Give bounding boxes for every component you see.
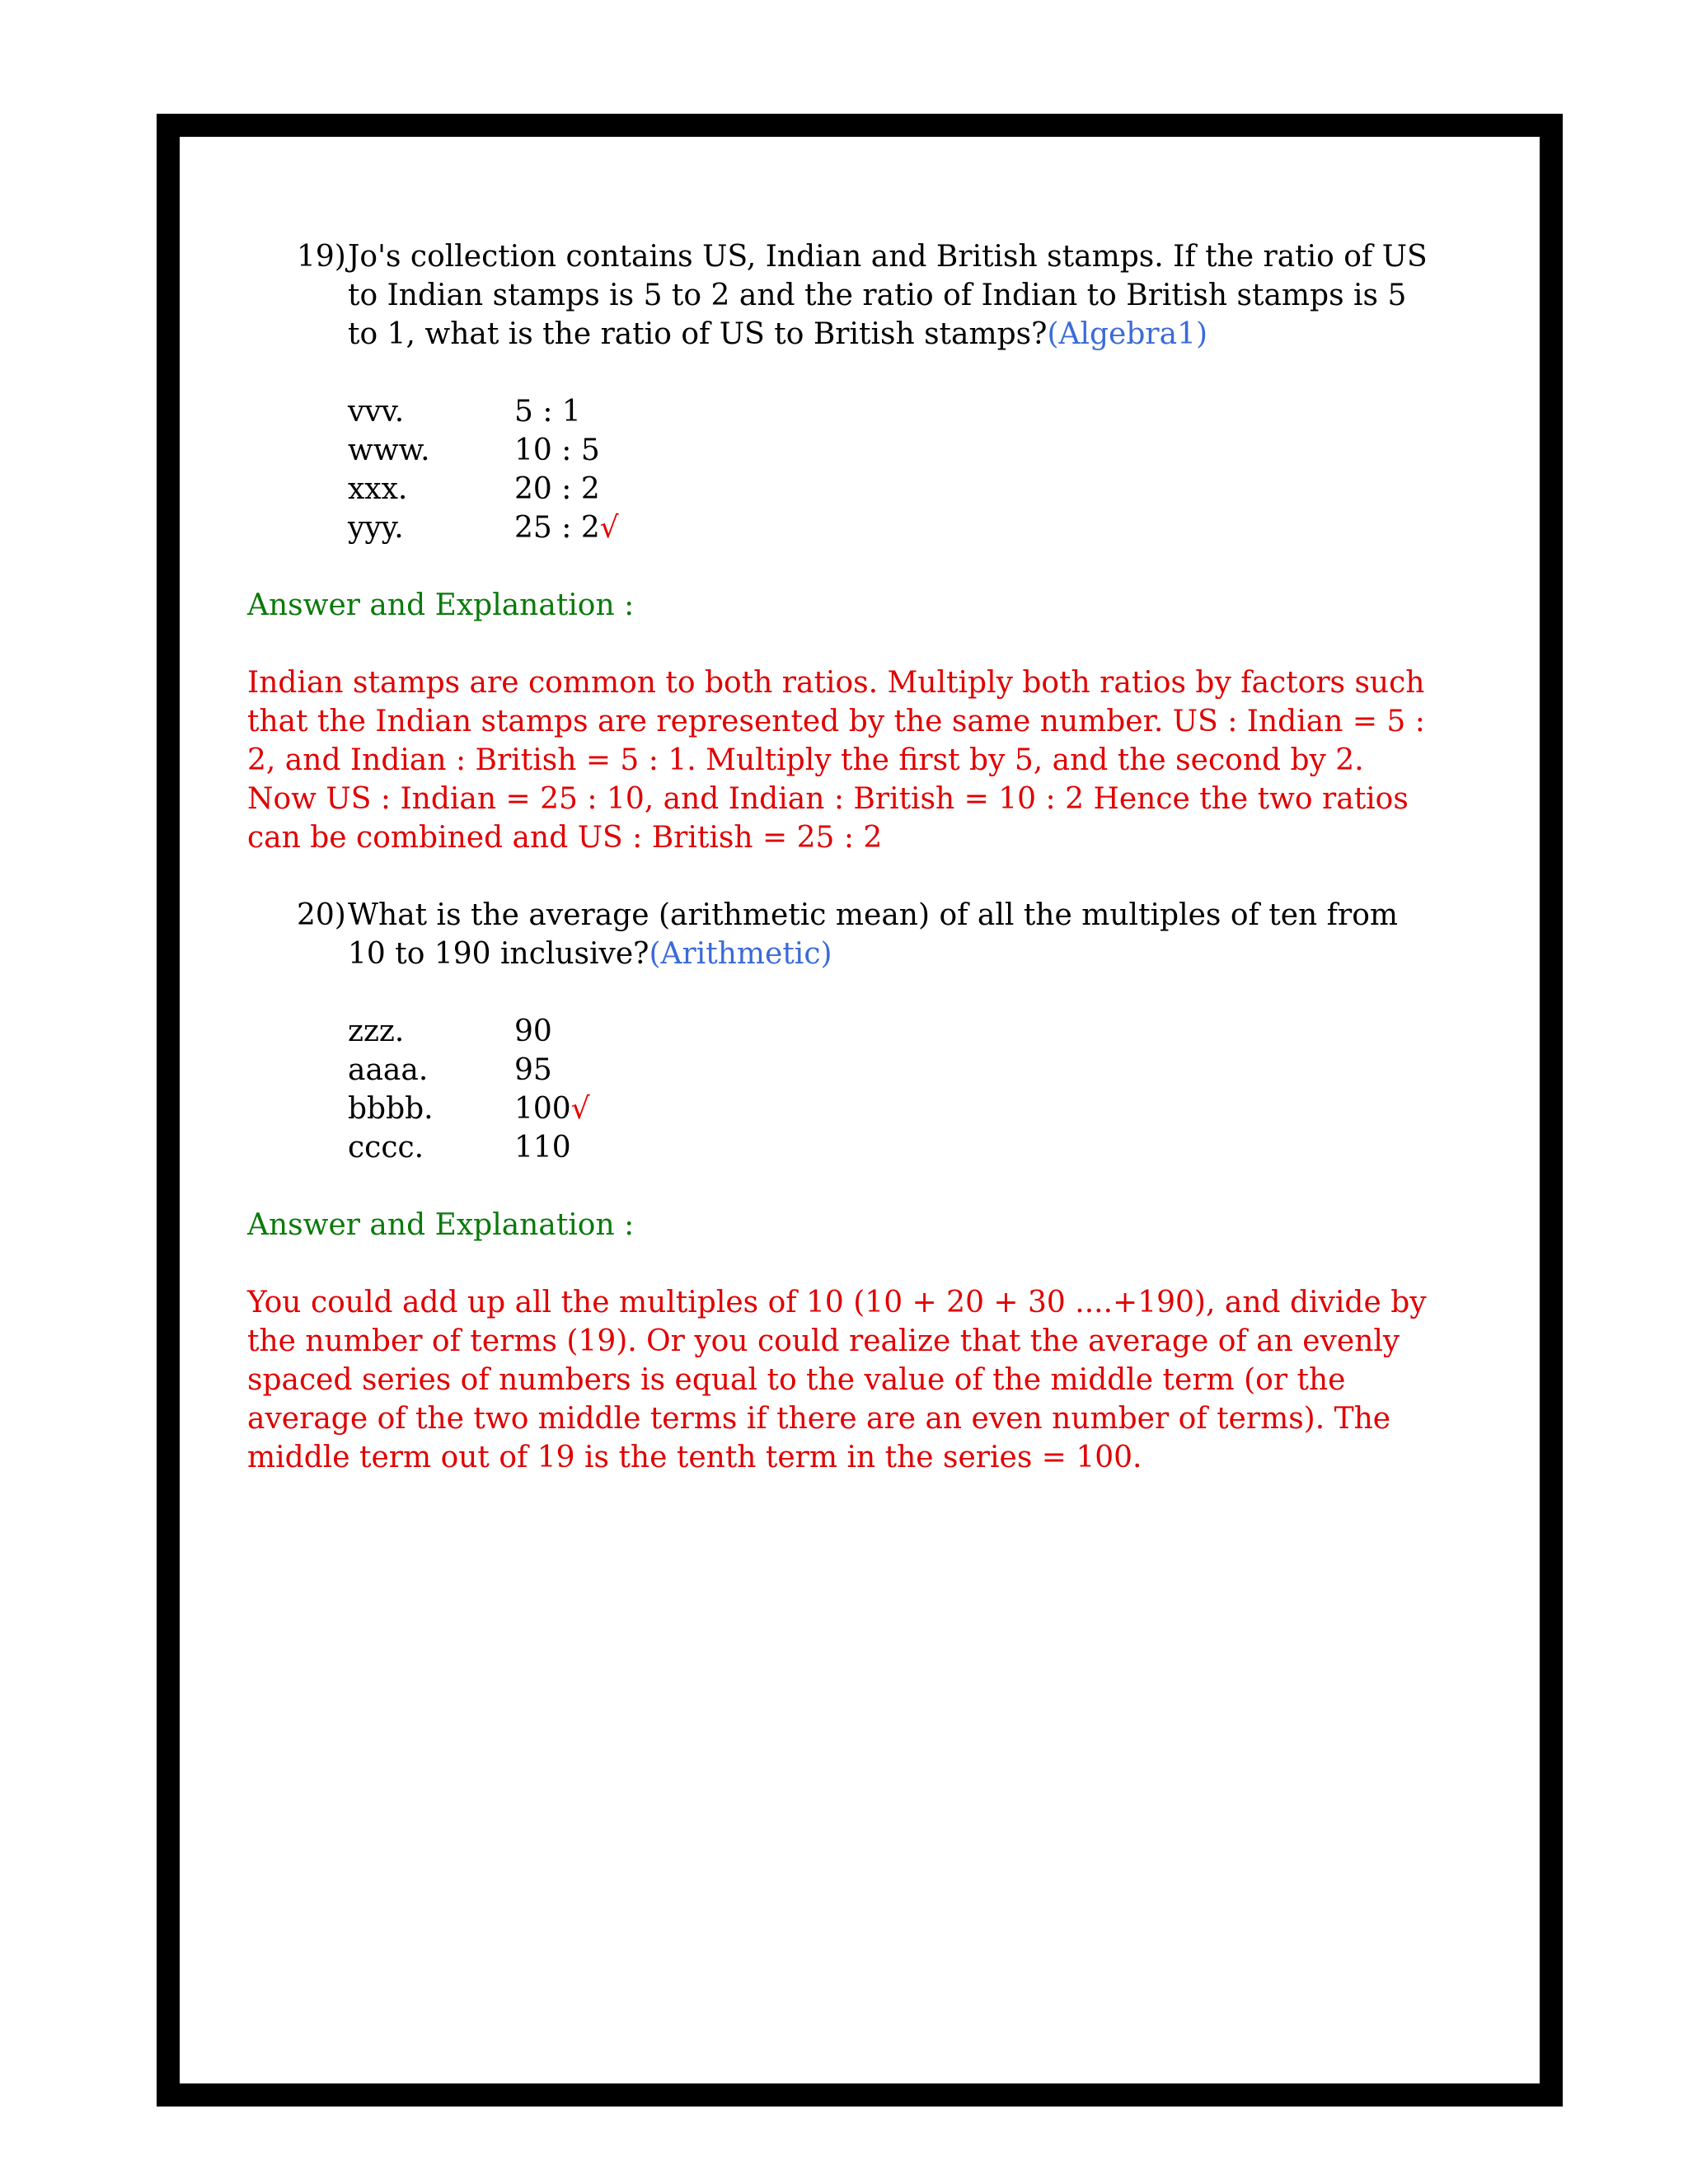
- option-row: [348, 1090, 1442, 1128]
- option-row: [348, 470, 1442, 509]
- checkmark-icon: √: [599, 511, 619, 545]
- option-letter: xxx.: [348, 472, 408, 506]
- option-row: [348, 431, 1442, 470]
- question-number: 20): [297, 898, 346, 932]
- option-value: 25 : 2: [514, 511, 600, 545]
- option-letter: zzz.: [348, 1015, 405, 1048]
- option-value: 110: [514, 1131, 571, 1165]
- question-topic: (Algebra1): [1047, 317, 1208, 351]
- option-value: 90: [514, 1015, 552, 1048]
- question-20: [247, 896, 1442, 973]
- option-value: 100: [514, 1092, 571, 1126]
- question-number: 19): [297, 240, 346, 274]
- answer-heading: Answer and Explanation :: [247, 588, 635, 622]
- checkmark-icon: √: [570, 1092, 590, 1126]
- question-text: Jo's collection contains US, Indian and British stamps. If the ratio of US to Indian stamps is 5 to 2 and the ratio of Indian to British stamps is 5 to 1, what is the ratio of US to British stamps?: [348, 240, 1428, 351]
- option-value: 95: [514, 1053, 552, 1087]
- option-row: [348, 1051, 1442, 1090]
- option-row: [348, 392, 1442, 431]
- answer-heading: Answer and Explanation :: [247, 1208, 635, 1242]
- option-row: [348, 1012, 1442, 1051]
- worksheet-content: [247, 237, 1442, 1477]
- option-letter: www.: [348, 434, 430, 467]
- option-letter: yyy.: [348, 511, 404, 545]
- option-row: [348, 1128, 1442, 1167]
- option-letter: cccc.: [348, 1131, 424, 1165]
- answer-explanation: You could add up all the multiples of 10 (10 + 20 + 30 ....+190), and divide by the number of terms (19). Or you could realize that the average of an evenly spaced series of numbers is equal to the value of the middle term (or the average of the two middle terms if there are an even number of terms). The middle term out of 19 is the tenth term in the series = 100.: [247, 1286, 1427, 1474]
- option-value: 20 : 2: [514, 472, 600, 506]
- question-topic: (Arithmetic): [649, 937, 832, 971]
- question-19: [247, 237, 1442, 354]
- option-value: 10 : 5: [514, 434, 600, 467]
- question-text: What is the average (arithmetic mean) of all the multiples of ten from 10 to 190 inclusive?: [348, 898, 1399, 971]
- option-letter: aaaa.: [348, 1053, 429, 1087]
- option-row: [348, 509, 1442, 547]
- option-value: 5 : 1: [514, 395, 581, 429]
- option-letter: vvv.: [348, 395, 405, 429]
- answer-options-20: [247, 1012, 1442, 1167]
- answer-options-19: [247, 392, 1442, 547]
- option-letter: bbbb.: [348, 1092, 434, 1126]
- answer-explanation: Indian stamps are common to both ratios. Multiply both ratios by factors such that the Indian stamps are represented by the same number. US : Indian = 5 : 2, and Indian : British = 5 : 1. Multiply the first by 5, and the second by 2. Now US : Indian = 25 : 10, and Indian : British = 10 : 2 Hence the two ratios can be combined and US : British = 25 : 2: [247, 666, 1425, 855]
